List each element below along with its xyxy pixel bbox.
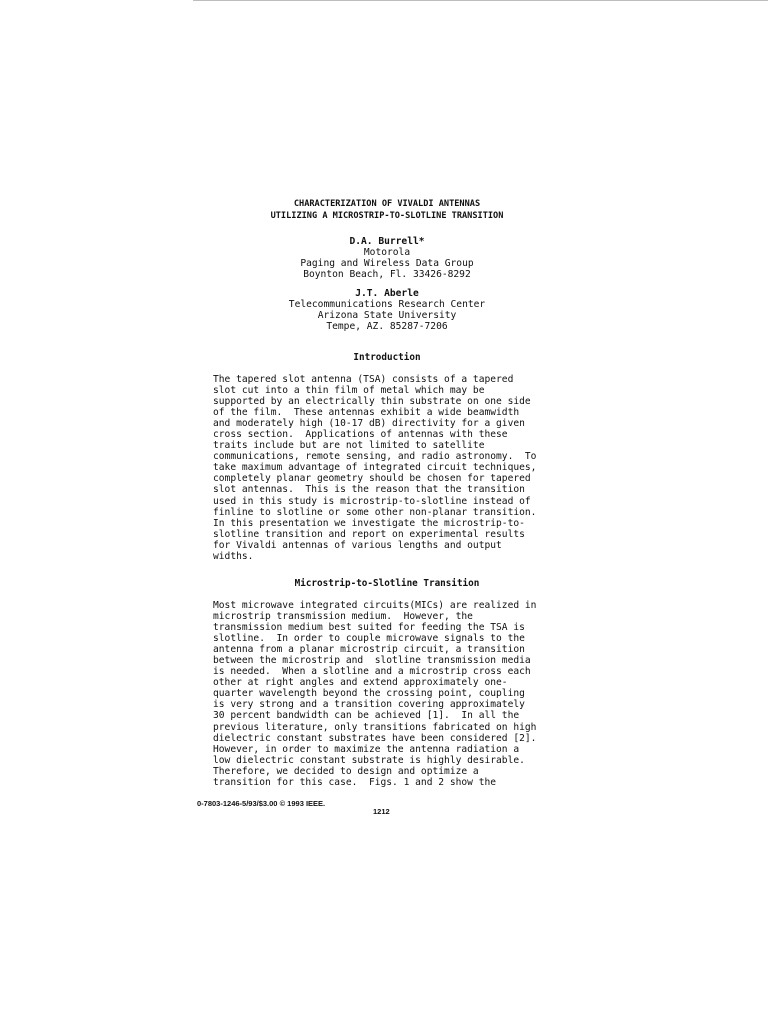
text-line: and moderately high (10-17 dB) directivity for a given — [213, 418, 525, 430]
section-body — [213, 374, 573, 562]
paper-title — [200, 198, 574, 222]
author-block — [220, 236, 554, 280]
author-name: J.T. Aberle — [355, 288, 419, 299]
text-line: In this presentation we investigate the microstrip-to- — [213, 517, 525, 529]
text-line: cross section. Applications of antennas with these — [213, 429, 508, 441]
text-line: slotline. In order to couple microwave signals to the — [213, 633, 525, 645]
text-line: antenna from a planar microstrip circuit, a transition — [213, 644, 525, 656]
affiliation-line: Arizona State University — [317, 310, 457, 321]
affiliation-line: Paging and Wireless Data Group — [300, 258, 474, 269]
author-block — [220, 288, 554, 332]
text-line: 30 percent bandwidth can be achieved [1]. In all the — [213, 710, 520, 722]
text-line: used in this study is microstrip-to-slotline instead of — [213, 495, 531, 507]
text-line: However, in order to maximize the antenna radiation a — [213, 743, 520, 755]
page-number: 1212 — [373, 807, 390, 816]
text-line: finline to slotline or some other non-planar transition. — [213, 506, 537, 518]
text-line: is needed. When a slotline and a microstrip cross each — [213, 666, 531, 678]
copyright-notice: 0-7803-1246-5/93/$3.00 © 1993 IEEE. — [197, 799, 326, 808]
text-line: slotline transition and report on experimental results — [213, 528, 525, 540]
section-body — [213, 600, 573, 788]
top-rule — [193, 0, 768, 1]
section-heading: Introduction — [353, 352, 421, 363]
affiliation-line: Boynton Beach, Fl. 33426-8292 — [303, 269, 471, 280]
text-line: Therefore, we decided to design and optimize a — [213, 765, 479, 777]
text-line: The tapered slot antenna (TSA) consists of a tapered — [213, 374, 514, 385]
text-line: slot antennas. This is the reason that the transition — [213, 484, 525, 496]
text-line: between the microstrip and slotline transmission media — [213, 655, 531, 667]
text-line: completely planar geometry should be chosen for tapered — [213, 473, 531, 485]
text-line: transition for this case. Figs. 1 and 2 show the — [213, 776, 497, 788]
text-line: of the film. These antennas exhibit a wide beamwidth — [213, 407, 520, 419]
text-line: other at right angles and extend approximately one- — [213, 677, 508, 689]
title-line: UTILIZING A MICROSTRIP-TO-SLOTLINE TRANSITION — [270, 211, 504, 221]
affiliation-line: Tempe, AZ. 85287-7206 — [326, 321, 448, 332]
text-line: microstrip transmission medium. However, the — [213, 611, 473, 623]
text-line: quarter wavelength beyond the crossing point, coupling — [213, 688, 525, 700]
affiliation-line: Motorola — [363, 247, 411, 258]
text-line: communications, remote sensing, and radio astronomy. To — [213, 451, 537, 463]
text-line: widths. — [213, 550, 254, 562]
text-line: low dielectric constant substrate is highly desirable. — [213, 754, 525, 766]
text-line: previous literature, only transitions fabricated on high — [213, 721, 537, 733]
text-line: Most microwave integrated circuits(MICs) are realized in — [213, 600, 537, 611]
text-line: transmission medium best suited for feeding the TSA is — [213, 622, 525, 634]
title-line: CHARACTERIZATION OF VIVALDI ANTENNAS — [293, 199, 481, 209]
author-name: D.A. Burrell* — [349, 236, 425, 247]
text-line: traits include but are not limited to satellite — [213, 440, 485, 452]
text-line: supported by an electrically thin substrate on one side — [213, 396, 531, 408]
section-heading: Microstrip-to-Slotline Transition — [294, 578, 480, 589]
text-line: slot cut into a thin film of metal which may be — [213, 385, 485, 397]
text-line: dielectric constant substrates have been considered [2]. — [213, 732, 537, 744]
text-line: is very strong and a transition covering approximately — [213, 699, 525, 711]
text-line: take maximum advantage of integrated circuit techniques, — [213, 462, 537, 474]
text-line: for Vivaldi antennas of various lengths and output — [213, 539, 502, 551]
affiliation-line: Telecommunications Research Center — [288, 299, 486, 310]
